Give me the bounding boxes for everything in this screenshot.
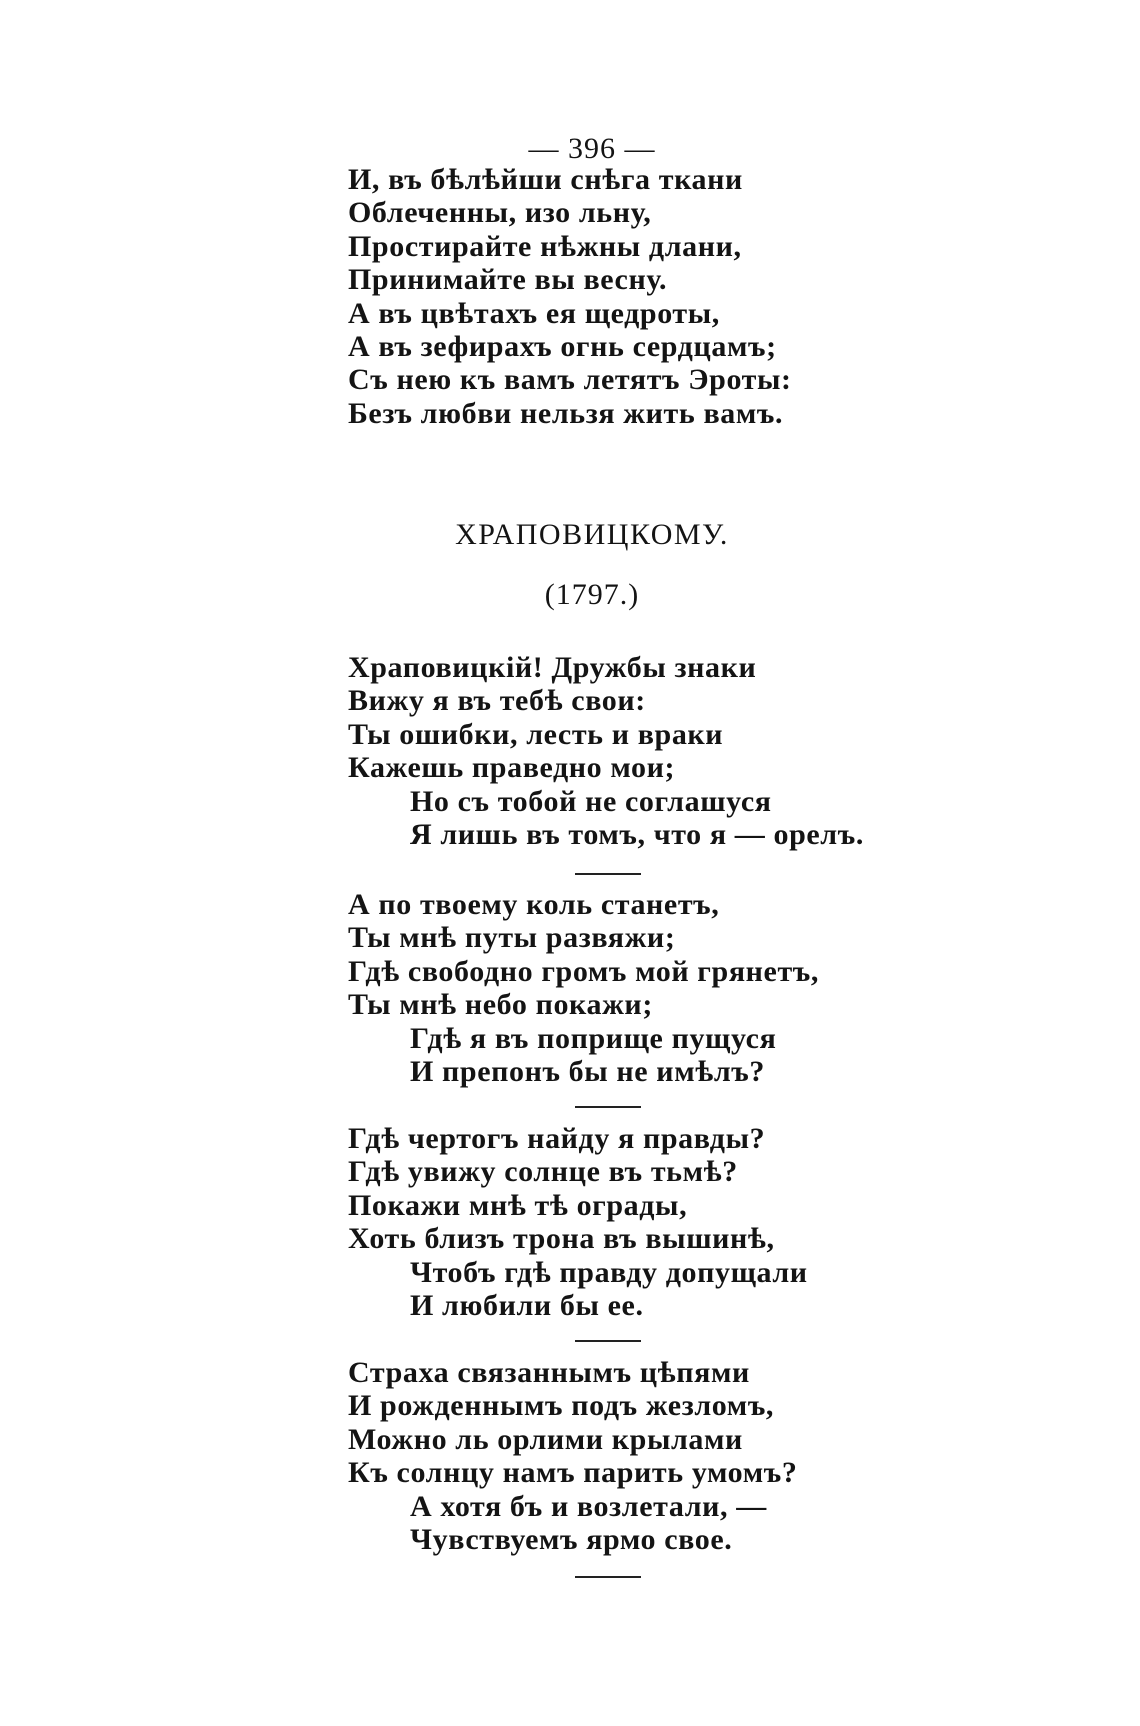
poem-line: А по твоему коль станетъ,: [348, 888, 720, 921]
stanza-3: [348, 1122, 808, 1322]
poem-line: И рожденнымъ подъ жезломъ,: [348, 1389, 775, 1423]
poem-line: Гдѣ свободно громъ мой грянетъ,: [348, 954, 819, 988]
intro-stanza: [348, 163, 792, 430]
poem-line: Страха связаннымъ цѣпями: [348, 1356, 750, 1389]
poem-line: Ты мнѣ путы развяжи;: [348, 921, 676, 955]
poem-line: Вижу я въ тебѣ свои:: [348, 684, 646, 718]
poem-line: Облеченны, изо льну,: [348, 196, 652, 230]
poem-line: Храповицкій! Дружбы знаки: [348, 651, 757, 684]
poem-line-indented: И препонъ бы не имѣлъ?: [410, 1054, 765, 1088]
poem-line-indented: А хотя бъ и возлетали, —: [410, 1489, 767, 1523]
stanza-2: [348, 888, 819, 1088]
stanza-separator: [575, 1340, 641, 1342]
poem-title: ХРАПОВИЦКОМУ.: [455, 518, 729, 551]
poem-line: И, въ бѣлѣйши снѣга ткани: [348, 163, 743, 196]
stanza-1: [348, 651, 864, 851]
stanza-separator: [575, 1106, 641, 1108]
poem-line: Гдѣ чертогъ найду я правды?: [348, 1122, 766, 1155]
poem-line: Гдѣ увижу солнце въ тьмѣ?: [348, 1155, 738, 1189]
poem-line-indented: Чтобъ гдѣ правду допущали: [410, 1255, 808, 1289]
poem-line-indented: Но съ тобой не соглашуся: [410, 784, 772, 818]
poem-line-indented: Гдѣ я въ поприще пущуся: [410, 1021, 777, 1055]
poem-line: Къ солнцу намъ парить умомъ?: [348, 1456, 798, 1490]
poem-line: А въ цвѣтахъ ея щедроты,: [348, 296, 720, 330]
poem-line-indented: Я лишь въ томъ, что я — орелъ.: [410, 817, 864, 851]
poem-line: Безъ любви нельзя жить вамъ.: [348, 396, 784, 430]
poem-line: Кажешь праведно мои;: [348, 751, 676, 785]
poem-line: Покажи мнѣ тѣ ограды,: [348, 1188, 688, 1222]
poem-year: (1797.): [544, 578, 640, 611]
poem-line: Принимайте вы весну.: [348, 263, 668, 297]
poem-line-indented: И любили бы ее.: [410, 1288, 644, 1322]
stanza-separator: [575, 873, 641, 875]
poem-line-indented: Чувствуемъ ярмо свое.: [410, 1522, 733, 1556]
poem-line: Можно ль орлими крылами: [348, 1422, 743, 1456]
stanza-4: [348, 1356, 797, 1556]
stanza-separator: [575, 1576, 641, 1578]
poem-line: А въ зефирахъ огнь сердцамъ;: [348, 329, 777, 363]
poem-line: Ты ошибки, лесть и враки: [348, 717, 724, 751]
poem-line: Хоть близъ трона въ вышинѣ,: [348, 1222, 775, 1256]
poem-line: Съ нею къ вамъ летятъ Эроты:: [348, 363, 792, 397]
poem-line: Ты мнѣ небо покажи;: [348, 988, 653, 1022]
page-number: — 396 —: [528, 132, 656, 165]
poem-line: Простирайте нѣжны длани,: [348, 229, 742, 263]
